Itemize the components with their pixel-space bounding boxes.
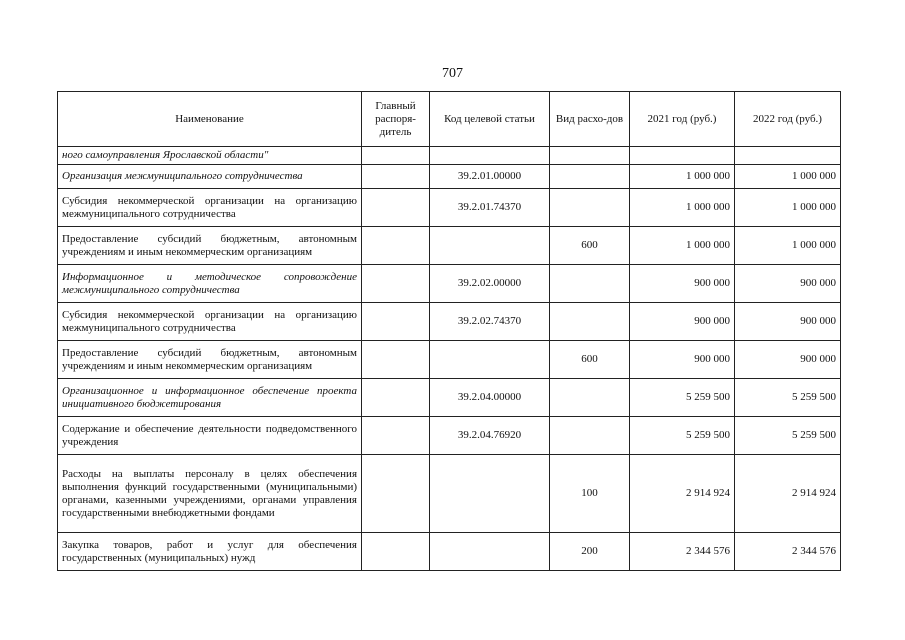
- cell-admin: [362, 417, 430, 455]
- cell-kind: 600: [550, 227, 630, 265]
- cell-code: [430, 455, 550, 533]
- cell-code: [430, 147, 550, 165]
- header-year-2021: 2021 год (руб.): [630, 92, 735, 147]
- cell-admin: [362, 455, 430, 533]
- cell-2022: 1 000 000: [735, 189, 841, 227]
- table-row: [58, 227, 841, 265]
- cell-name: ного самоуправления Ярославской области": [58, 147, 362, 165]
- cell-2022: 5 259 500: [735, 417, 841, 455]
- cell-name: Субсидия некоммерческой организации на организацию межмуниципального сотрудничества: [58, 189, 362, 227]
- cell-2021: 5 259 500: [630, 379, 735, 417]
- cell-code: 39.2.02.74370: [430, 303, 550, 341]
- budget-table: [57, 91, 841, 571]
- cell-name: Организация межмуниципального сотрудничества: [58, 165, 362, 189]
- cell-2022: [735, 147, 841, 165]
- cell-kind: 100: [550, 455, 630, 533]
- table-row: [58, 147, 841, 165]
- table-row: [58, 417, 841, 455]
- cell-kind: [550, 165, 630, 189]
- cell-admin: [362, 189, 430, 227]
- cell-2021: 900 000: [630, 303, 735, 341]
- cell-2022: 900 000: [735, 265, 841, 303]
- header-year-2022: 2022 год (руб.): [735, 92, 841, 147]
- cell-code: 39.2.02.00000: [430, 265, 550, 303]
- cell-kind: 200: [550, 533, 630, 571]
- cell-admin: [362, 147, 430, 165]
- cell-2022: 900 000: [735, 341, 841, 379]
- cell-admin: [362, 165, 430, 189]
- cell-code: [430, 341, 550, 379]
- cell-2021: 2 914 924: [630, 455, 735, 533]
- cell-admin: [362, 227, 430, 265]
- cell-2022: 5 259 500: [735, 379, 841, 417]
- cell-admin: [362, 379, 430, 417]
- cell-2022: 1 000 000: [735, 227, 841, 265]
- cell-name: Содержание и обеспечение деятельности подведомственного учреждения: [58, 417, 362, 455]
- cell-2021: 1 000 000: [630, 227, 735, 265]
- table-row: [58, 265, 841, 303]
- cell-kind: [550, 265, 630, 303]
- cell-2021: 1 000 000: [630, 165, 735, 189]
- cell-2021: [630, 147, 735, 165]
- cell-code: [430, 227, 550, 265]
- cell-2022: 2 914 924: [735, 455, 841, 533]
- table-header-row: [58, 92, 841, 147]
- cell-2022: 1 000 000: [735, 165, 841, 189]
- cell-code: 39.2.01.74370: [430, 189, 550, 227]
- cell-kind: [550, 379, 630, 417]
- table-row: [58, 379, 841, 417]
- table-row: [58, 189, 841, 227]
- cell-kind: [550, 147, 630, 165]
- cell-name: Информационное и методическое сопровождение межмуниципального сотрудничества: [58, 265, 362, 303]
- header-admin: Главный распоря-дитель: [362, 92, 430, 147]
- cell-kind: [550, 189, 630, 227]
- table-row: [58, 165, 841, 189]
- cell-name: Расходы на выплаты персоналу в целях обеспечения выполнения функций государственными (муниципальными) органами, казенными учреждениями, органами управления государственными внебюджетными фондами: [58, 455, 362, 533]
- cell-2021: 900 000: [630, 341, 735, 379]
- table-row: [58, 533, 841, 571]
- cell-kind: [550, 303, 630, 341]
- cell-kind: [550, 417, 630, 455]
- header-kind: Вид расхо-дов: [550, 92, 630, 147]
- cell-2021: 5 259 500: [630, 417, 735, 455]
- cell-2021: 1 000 000: [630, 189, 735, 227]
- cell-name: Субсидия некоммерческой организации на организацию межмуниципального сотрудничества: [58, 303, 362, 341]
- cell-name: Закупка товаров, работ и услуг для обеспечения государственных (муниципальных) нужд: [58, 533, 362, 571]
- table-row: [58, 303, 841, 341]
- cell-code: 39.2.01.00000: [430, 165, 550, 189]
- cell-code: [430, 533, 550, 571]
- cell-admin: [362, 265, 430, 303]
- cell-code: 39.2.04.00000: [430, 379, 550, 417]
- table-row: [58, 455, 841, 533]
- header-code: Код целевой статьи: [430, 92, 550, 147]
- cell-name: Предоставление субсидий бюджетным, автономным учреждениям и иным некоммерческим организациям: [58, 227, 362, 265]
- cell-2021: 900 000: [630, 265, 735, 303]
- cell-2021: 2 344 576: [630, 533, 735, 571]
- cell-name: Предоставление субсидий бюджетным, автономным учреждениям и иным некоммерческим организациям: [58, 341, 362, 379]
- cell-kind: 600: [550, 341, 630, 379]
- table-row: [58, 341, 841, 379]
- cell-admin: [362, 533, 430, 571]
- page-number: 707: [442, 66, 463, 81]
- cell-admin: [362, 341, 430, 379]
- header-name: Наименование: [58, 92, 362, 147]
- cell-2022: 900 000: [735, 303, 841, 341]
- cell-code: 39.2.04.76920: [430, 417, 550, 455]
- cell-admin: [362, 303, 430, 341]
- cell-name: Организационное и информационное обеспечение проекта инициативного бюджетирования: [58, 379, 362, 417]
- cell-2022: 2 344 576: [735, 533, 841, 571]
